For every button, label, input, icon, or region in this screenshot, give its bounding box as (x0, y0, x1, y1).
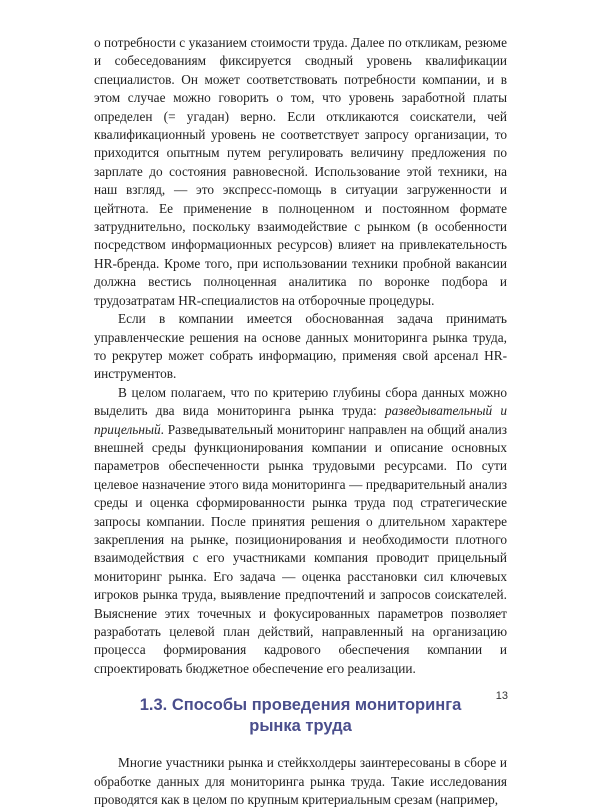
paragraph-trial-vacancy: о потребности с указанием стоимости труда. Далее по откликам, резюме и собеседованиям фиксируется сводный уровень квалификации специалистов. Он может соответствовать потребности компании, и в этом случае можно говорить о том, что уровень заработной платы определен (= угадан) верно. Если откликаются соискатели, чей квалификационный уровень не соответствует запросу организации, то приходится опытным путем регулировать величину предложения по зарплате до состояния равновесной. Использование этой техники, на наш взгляд, — это экспресс-помощь в ситуации загруженности и цейтнота. Ее применение в полноценном и постоянном формате затруднительно, поскольку взаимодействие с рынком (в особенности посредством информационных ресурсов) влияет на привлекательность HR-бренда. Кроме того, при использовании техники пробной вакансии должна вестись полноценная аналитика по воронке подбора и трудозатратам HR-специалистов на отборочные процедуры. (94, 35, 507, 308)
monitoring-types-intro: В целом полагаем, что по критерию глубины сбора данных можно выделить два вида мониторинга рынка труда: (94, 384, 507, 419)
page-number: 13 (495, 690, 508, 702)
paragraph-hr-tools: Если в компании имеется обоснованная задача принимать управленческие решения на основе данных мониторинга рынка труда, то рекрутер может собрать информацию, применяя свой арсенал HR-инструментов. (94, 311, 507, 382)
section-heading (94, 695, 507, 737)
paragraph-monitoring-types (94, 384, 507, 679)
monitoring-types-italic: разведывательный и прицельный (94, 403, 507, 437)
paragraph-stakeholders: Многие участники рынка и стейкхолдеры заинтересованы в сборе и обработке данных для мониторинга рынка труда. Такие исследования проводятся как в целом по крупным критериальным срезам (например, (94, 755, 507, 808)
section-heading-line2: рынка труда (249, 717, 352, 736)
page-body (94, 34, 507, 809)
monitoring-types-body: . Разведывательный мониторинг направлен на общий анализ внешней среды функционирования компании и описание основных параметров обеспеченности рынка трудовыми ресурсами. По сути целевое назначение этого вида мониторинга — предварительный анализ среды и оценка сформированности рынка труда под стратегические запросы компании. После принятия решения о длительном характере закрепления на рынке, позиционирования и необходимости плотного взаимодействия с его участниками компания проводит прицельный мониторинг рынка. Его задача — оценка расстановки сил ключевых игроков рынка труда, выявление предпочтений и запросов соискателей. Выяснение этих точечных и фокусированных параметров позволяет разработать целевой план действий, направленный на организацию процесса формирования кадрового обеспечения компании и спроектировать бюджетное обеспечение его реализации. (94, 421, 507, 676)
section-heading-line1: 1.3. Способы проведения мониторинга (139, 696, 462, 715)
